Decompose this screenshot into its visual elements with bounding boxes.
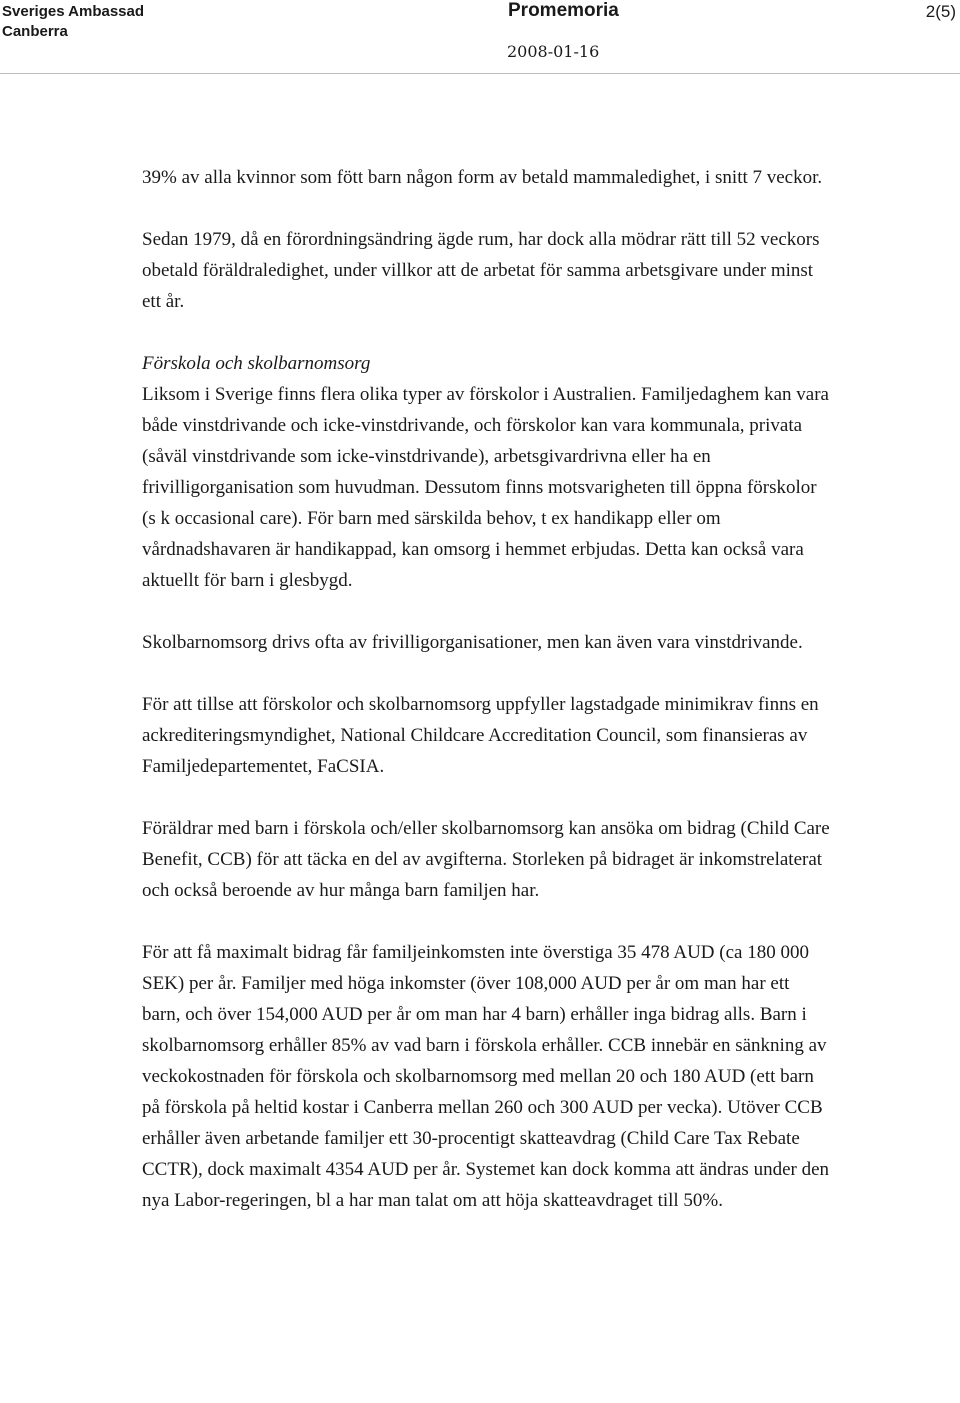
paragraph-child-care-benefit: Föräldrar med barn i förskola och/eller skolbarnomsorg kan ansöka om bidrag (Child Care Benefit, CCB) för att täcka en del av avgifterna. Storleken på bidraget är inkomstrelaterat och också beroende av hur många barn familjen har. xyxy=(142,818,830,901)
document-date: 2008-01-16 xyxy=(507,42,600,61)
sender-organization xyxy=(2,2,144,42)
paragraph-parental-leave: Sedan 1979, då en förordningsändring ägde rum, har dock alla mödrar rätt till 52 veckors obetald föräldraledighet, under villkor att de arbetat för samma arbetsgivare under minst ett år. xyxy=(142,229,820,312)
paragraph-maternity-leave: 39% av alla kvinnor som fött barn någon form av betald mammaledighet, i snitt 7 veckor. xyxy=(142,167,823,188)
paragraph-preschool-types: Liksom i Sverige finns flera olika typer av förskolor i Australien. Familjedaghem kan vara både vinstdrivande och icke-vinstdrivande, och förskolor kan vara kommunala, privata (såväl vinstdrivande som icke-vinstdrivande), arbetsgivardrivna eller ha en frivilligorganisation som huvudman. Dessutom finns motsvarigheten till öppna förskolor (s k occasional care). För barn med särskilda behov, t ex handikapp eller om vårdnadshavaren är handikappad, kan omsorg i hemmet erbjudas. Detta kan också vara aktuellt för barn i glesbygd. xyxy=(142,384,829,591)
document-type: Promemoria xyxy=(508,0,619,21)
page-number: 2(5) xyxy=(925,2,956,21)
section-heading-preschool: Förskola och skolbarnomsorg xyxy=(142,353,371,374)
paragraph-income-limits: För att få maximalt bidrag får familjeinkomsten inte överstiga 35 478 AUD (ca 180 000 SEK) per år. Familjer med höga inkomster (över 108,000 AUD per år om man har ett barn, och över 154,000 AUD per år om man har 4 barn) erhåller inga bidrag alls. Barn i skolbarnomsorg erhåller 85% av vad barn i förskola erhåller. CCB innebär en sänkning av veckokostnaden för förskola och skolbarnomsorg med mellan 20 och 180 AUD (ett barn på förskola på heltid kostar i Canberra mellan 260 och 300 AUD per vecka). Utöver CCB erhåller även arbetande familjer ett 30-procentigt skatteavdrag (Child Care Tax Rebate CCTR), dock maximalt 4354 AUD per år. Systemet kan dock komma att ändras under den nya Labor-regeringen, bl a har man talat om att höja skatteavdraget till 50%. xyxy=(142,942,830,1211)
paragraph-accreditation: För att tillse att förskolor och skolbarnomsorg uppfyller lagstadgade minimikrav finns en ackrediteringsmyndighet, National Childcare Accreditation Council, som finansieras av Familjedepartementet, FaCSIA. xyxy=(142,694,819,777)
document-body xyxy=(142,162,832,1216)
paragraph-school-childcare: Skolbarnomsorg drivs ofta av frivilligorganisationer, men kan även vara vinstdrivande. xyxy=(142,632,803,653)
header-divider xyxy=(0,73,960,74)
sender-line-embassy: Sveriges Ambassad xyxy=(2,3,145,20)
sender-line-city: Canberra xyxy=(2,23,68,40)
